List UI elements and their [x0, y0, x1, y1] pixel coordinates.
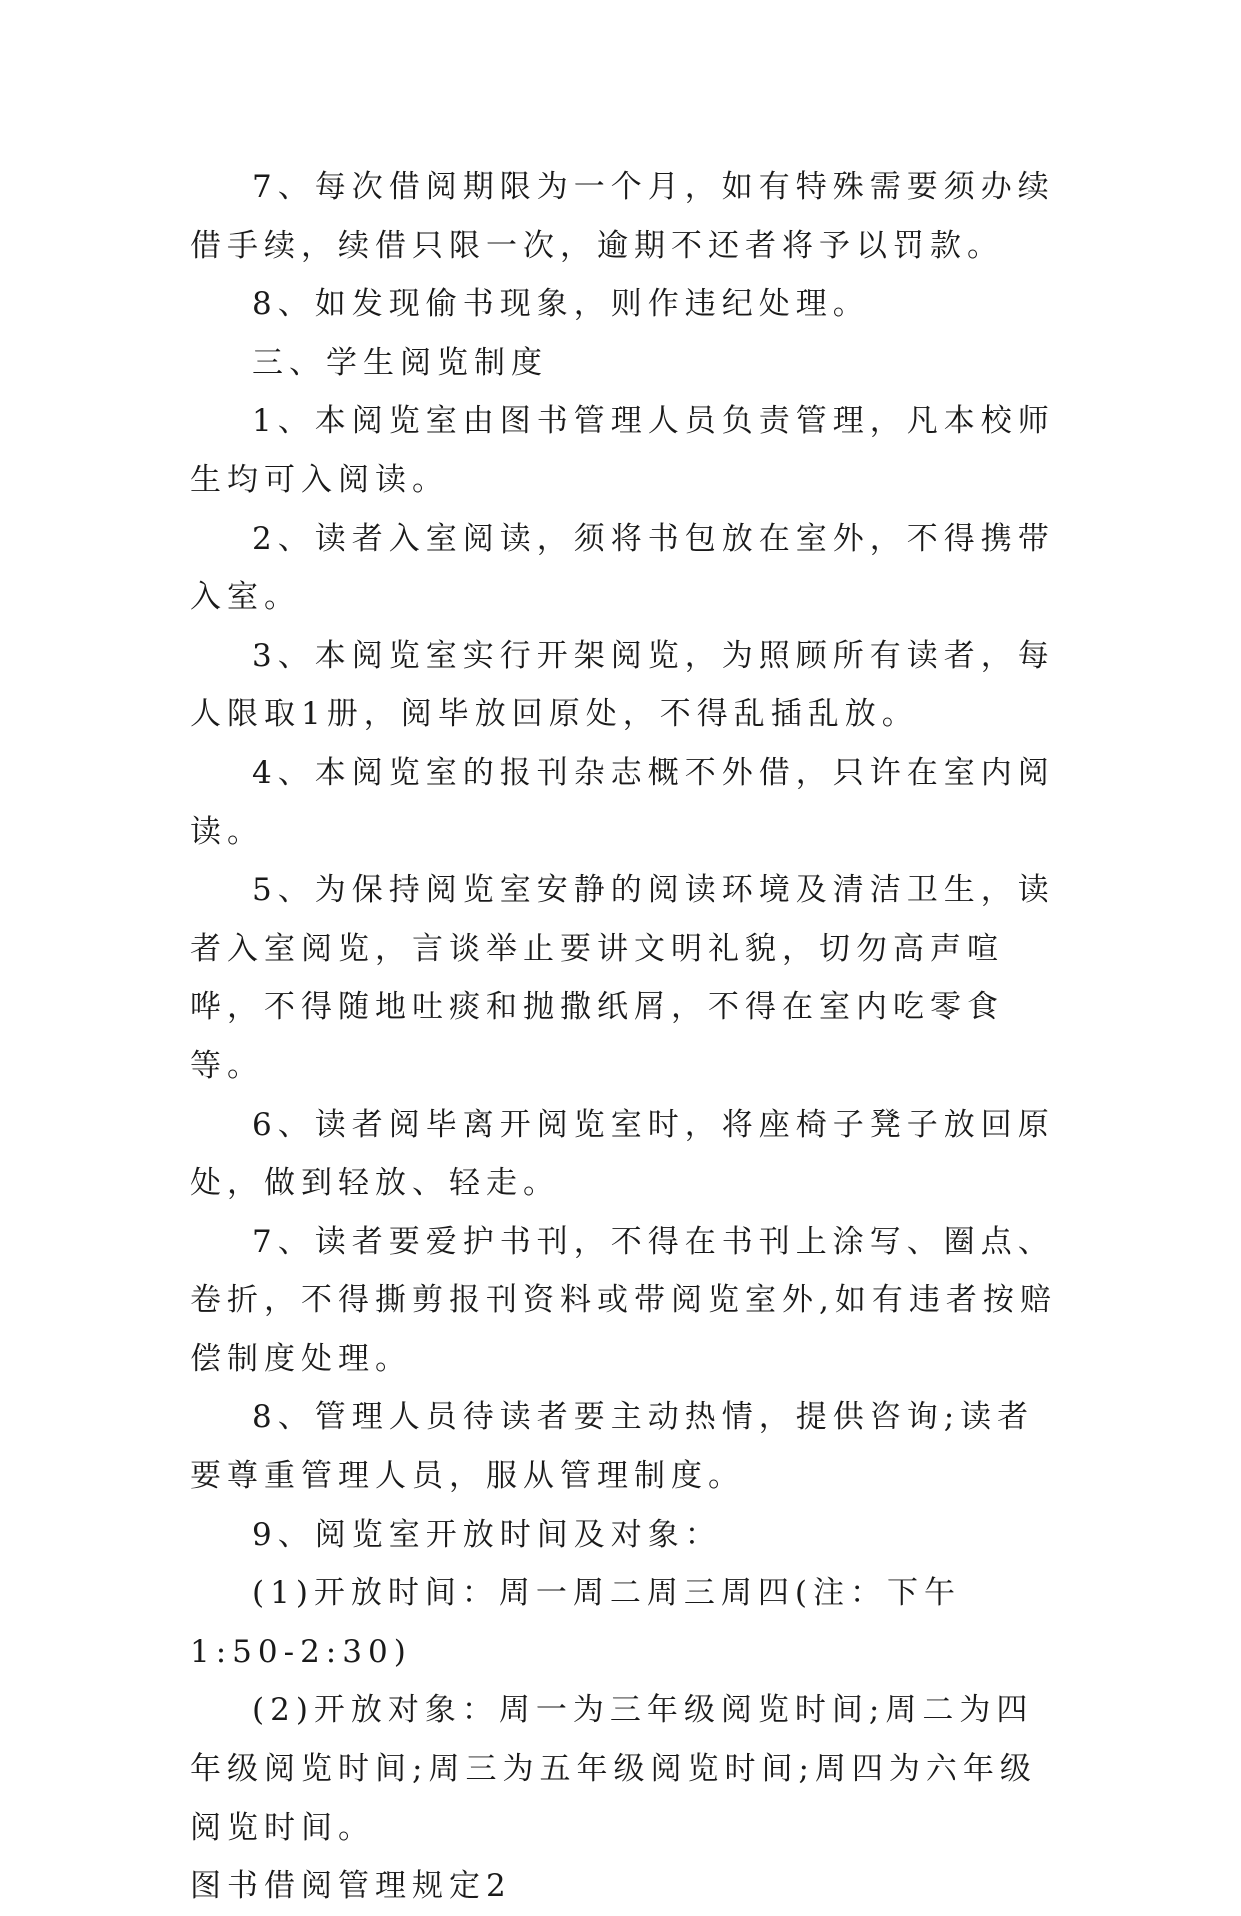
paragraph-open-hours: (1)开放时间：周一周二周三周四(注：下午1:50-2:30) [190, 1575, 962, 1670]
section-heading-reading-rules: 三、学生阅览制度 [252, 344, 548, 381]
paragraph-theft-rule: 8、如发现偷书现象，则作违纪处理。 [252, 286, 870, 323]
paragraph-rule-8: 8、管理人员待读者要主动热情，提供咨询;读者要尊重管理人员，服从管理制度。 [190, 1399, 1035, 1495]
paragraph-rule-6: 6、读者阅毕离开阅览室时，将座椅子凳子放回原处，做到轻放、轻走。 [190, 1106, 1055, 1202]
paragraph-rule-4: 4、本阅览室的报刊杂志概不外借，只许在室内阅读。 [190, 754, 1055, 850]
paragraph-borrow-period: 7、每次借阅期限为一个月，如有特殊需要须办续借手续，续借只限一次，逾期不还者将予以罚款。 [190, 169, 1055, 264]
paragraph-rule-7: 7、读者要爱护书刊，不得在书刊上涂写、圈点、卷折，不得撕剪报刊资料或带阅览室外,如有违者按赔偿制度处理。 [190, 1223, 1057, 1377]
document-body [190, 158, 1065, 1916]
next-document-heading: 图书借阅管理规定2 [190, 1868, 512, 1905]
paragraph-rule-2: 2、读者入室阅读，须将书包放在室外，不得携带入室。 [190, 520, 1055, 616]
paragraph-rule-9: 9、阅览室开放时间及对象： [252, 1516, 722, 1553]
paragraph-rule-5: 5、为保持阅览室安静的阅读环境及清洁卫生，读者入室阅览，言谈举止要讲文明礼貌，切勿高声喧哗，不得随地吐痰和抛撒纸屑，不得在室内吃零食等。 [190, 872, 1055, 1084]
paragraph-rule-3: 3、本阅览室实行开架阅览，为照顾所有读者，每人限取1册，阅毕放回原处，不得乱插乱放。 [190, 637, 1055, 733]
paragraph-rule-1: 1、本阅览室由图书管理人员负责管理，凡本校师生均可入阅读。 [190, 403, 1055, 498]
paragraph-open-audience: (2)开放对象：周一为三年级阅览时间;周二为四年级阅览时间;周三为五年级阅览时间;周四为六年级阅览时间。 [190, 1692, 1037, 1846]
